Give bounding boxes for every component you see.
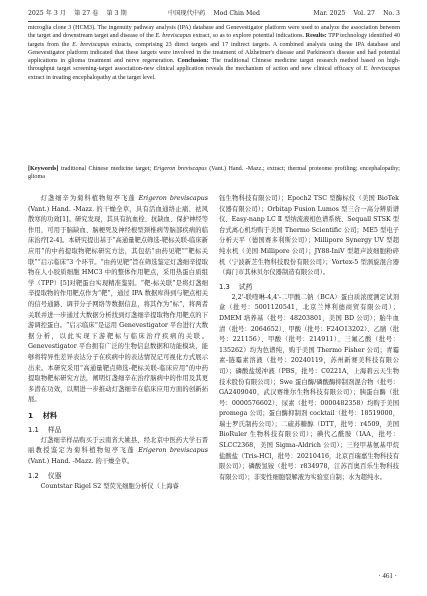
intro-species: Erigeron breviscapus <box>138 195 208 202</box>
subsection-heading-instruments: 1.2 仪器 <box>28 471 62 480</box>
header-journal: 中国现代中药 Mod Chin Med <box>168 10 260 17</box>
abstract-species: E. breviscapus <box>72 41 110 48</box>
abstract-species: E. breviscapus <box>155 33 192 40</box>
header-issue-cn: 2025 年 3 月 第 27 卷 第 3 期 <box>28 10 127 17</box>
right-column <box>219 194 399 483</box>
abstract-text: extract, so as to explore potential indications. <box>191 33 306 40</box>
intro-text: (Vant.) Hand. -Mazz. 的干燥全草，具有活血通络止痛、祛风散寒的功效[1]。研究发现，其具有抗血栓、抗缺血、保护神经等作用，可用于脑缺血、脑梗死及神经根型颈椎病等脑部疾病的临床治疗[2-4]。本研究提出基于“高通量靶点筛选-靶标关联-临床新应用”的中药提取物靶标研究方法，其包括“由药见靶”“靶标关联”“启示临床”3 个环节。“由药见靶”旨在筛选鉴定灯盏细辛提取物在人小胶质细胞 HMC3 中的整体作用靶点，采用热蛋白质组学（TPP）[5]对靶蛋白实现精准鉴别。“靶-标关联”是将灯盏细辛提取物的作用靶点作为“靶”，通过 IPA 数据库得到与靶点相关的信号通路、调节分子网络等数据信息，将其作为“标”，将两者关联并进一步通过大数据分析找到灯盏细辛提取物作用靶点的下游调控蛋白。“启示临床”是运用 Genevestigator 平台进行大数据分析，以此实现下游靶标与临床治疗疾病的关联。Genevestigator 平台拥有广泛的生物信息数据和功能模块，能够将特异性差异表达分子在疾病中的表达情况记可视化方式展示出来。本研究采用“高通量靶点筛选-靶标关联-临床应用”的中药提取物靶标研究方法，阐明灯盏细辛在治疗脑病中的作用及其更多潜在功效，以期进一步推动灯盏细辛在临床应用方面的创新拓展。 <box>28 205 208 404</box>
intro-text: 灯盏细辛为菊科植物短亭飞蓬 <box>40 195 139 202</box>
subsection-heading-reagents: 1.3 试药 <box>219 282 253 291</box>
abstract-text: TPP technology identified 40 targets from the <box>28 33 400 48</box>
running-header <box>28 8 400 20</box>
sample-paragraph <box>28 436 208 468</box>
header-rule <box>28 21 400 22</box>
sample-text: (Vant.) Hand. -Mazz. 的干燥全草。 <box>28 458 134 466</box>
abstract-results-label: Results: <box>305 33 327 40</box>
instrument-continued-paragraph: 钰生物科技有限公司）；Epoch2 TSC 型酶标仪（美国 BioTek 仪器有限公司）；Orbitap Fusion Lumos 型三合一高分辨质谱仪、Easy-nanp LC Ⅱ 型纳流液相色谱系统、Sequall STSK 型台式离心机均购于美国 Thermo Scientific 公司；ME5 型电子分析天平（德国赛多利斯公司）；Millipore Synergy UV 型超纯水机（美国 Millipore 公司）；JY88-IniV 型超声波细胞粉碎机（宁波新芝生物科技股份有限公司）；Vortex-5 型涡旋混合器（海门市其林贝尔仪器制造有限公司）。 <box>219 195 399 277</box>
sample-species: Erigeron breviscapus <box>138 447 208 455</box>
abstract-text: The traditional Chinese medicine target research method based on high-throughput target screening-target association-new clinical application reveals the mechanism of action and new clinical efficacy of <box>28 58 400 73</box>
english-abstract <box>28 24 400 82</box>
abstract-text: extracts, comprising 23 direct targets and 17 indirect targets. A combined analysis using the IPA database and Genevestigator platform indicated that these targets were involved in the treatment of Alzheimer's disease and Parkinson's disease and had potential applications in glioma treatment and nerve regeneration. <box>28 41 400 64</box>
keywords-label: [Keywords] <box>28 166 59 172</box>
left-column <box>28 194 208 492</box>
header-issue-en: Mar. 2025 Vol. 27 No. 3 <box>313 10 400 17</box>
abstract-text: extract in treating encephalopathy at the target level. <box>28 74 156 81</box>
keywords-species: Erigeron breviscapus <box>153 166 207 172</box>
keywords <box>28 165 400 182</box>
abstract-species: E. breviscapus <box>363 66 401 73</box>
abstract-conclusion-label: Conclusion: <box>177 58 209 64</box>
page-number: · 461 · <box>378 572 397 580</box>
abstract-text: microglia clone 3 (HCM3). The ingenuity pathway analysis (IPA) database and Genevestigator platform were used to analyze the association between the target and downstream target and disease of the <box>28 25 400 40</box>
intro-paragraph <box>28 194 208 406</box>
sample-text: 灯盏细辛样品购买于云南省大姚县，经北京中医药大学石晋丽教授鉴定为菊科植物短亭飞蓬 <box>28 436 208 455</box>
keywords-text: traditional Chinese medicine target; <box>58 166 154 172</box>
reagent-paragraph: 2,2'-联喹啉-4,4'-二甲酸二钠（BCA）蛋白质浓度测定试剂盒（批号：5001120541，北京兰博利德商贸有限公司）；DMEM 培养基（批号：48203801，美国 BD 公司）；胎牛血清（批号：2064652）、甲酸（批号：F24O13202）、乙腈（批号：221156）、甲酸（批号：214911）、三氟乙酸（批号：135262）均为色谱纯，购于美国 Thermo Fisher 公司；青霉素-链霉素溶液（批号：20240119，苏州新赛美科技有限公司）；磷酸盐缓冲液（PBS，批号：C0221A，上海碧云天生物技术股份有限公司）；Swe 蛋白酶/磷酸酶抑制剂混合物（批号：GA2409040，武汉赛维尔生物科技有限公司）；胰蛋白酶（批号：0000576602）、尿素（批号：0000482358）均购于美国 promega 公司；蛋白酶抑制剂 cocktail（批号：18519000，瑞士罗氏制药公司）；二硫苏糖醇（DTT，批号：r4509，美国 BioRuler 生物科技有限公司）；碘代乙酰胺（IAA，批号：SLCC2368，美国 Sigma-Aldrich 公司）；三羟甲基氨基甲烷盐酸盐（Tris-HCl，批号：20210416，北京百瑞嘉生物科技有限公司）；磷酸氢铵（批号：r834978，江苏百奥百乐生物科技有限公司）；非变性细胞裂解液为实验室自制；水为超纯水。 <box>219 293 399 481</box>
section-heading-materials: 1 材料 <box>28 410 58 420</box>
subsection-heading-samples: 1.1 样品 <box>28 425 62 434</box>
instrument-paragraph: Countstar Rigel S2 型荧光细胞分析仪（上海睿 <box>40 482 179 490</box>
keywords-text: (Vant.) Hand. -Mazz.; extract; thermal proteome profiling; encephalopathy; glioma <box>28 166 400 181</box>
